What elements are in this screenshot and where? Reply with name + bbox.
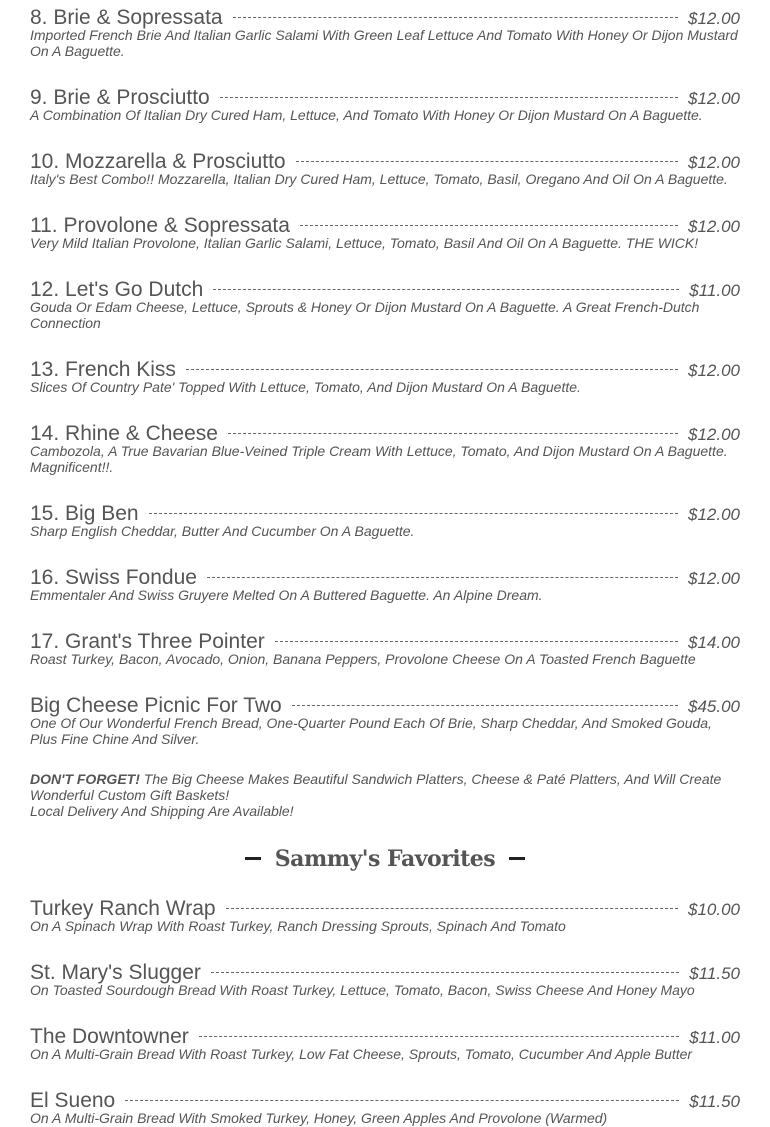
item-price: $12.00 (688, 505, 740, 524)
item-name: Turkey Ranch Wrap (30, 897, 216, 920)
item-name: 10. Mozzarella & Prosciutto (30, 150, 286, 173)
dotted-leader (199, 1036, 680, 1037)
item-description: Imported French Brie And Italian Garlic Salami With Green Leaf Lettuce And Tomato With Honey Or Dijon Mustard On A Baguette. (30, 27, 738, 59)
item-description: One Of Our Wonderful French Bread, One-Quarter Pound Each Of Brie, Sharp Cheddar, And Smoked Gouda, Plus Fine Chine And Silver. (30, 715, 712, 747)
item-description: On A Spinach Wrap With Roast Turkey, Ranch Dressing Sprouts, Spinach And Tomato (30, 918, 566, 934)
menu-item (30, 352, 740, 395)
dotted-leader (207, 577, 678, 578)
item-description: Sharp English Cheddar, Butter And Cucumber On A Baguette. (30, 523, 415, 539)
item-description: A Combination Of Italian Dry Cured Ham, Lettuce, And Tomato With Honey Or Dijon Mustard On A Baguette. (30, 107, 703, 123)
dotted-leader (149, 513, 678, 514)
item-name: 17. Grant's Three Pointer (30, 630, 265, 653)
dotted-leader (220, 97, 678, 98)
dotted-leader (213, 289, 679, 290)
dotted-leader (296, 161, 678, 162)
menu-item (30, 688, 740, 747)
item-price: $12.00 (688, 217, 740, 236)
dotted-leader (186, 369, 678, 370)
item-name: 14. Rhine & Cheese (30, 422, 218, 445)
item-name: 13. French Kiss (30, 358, 176, 381)
note-lead: DON'T FORGET! (30, 771, 140, 787)
title-dash-right (509, 857, 525, 860)
item-name: 12. Let's Go Dutch (30, 278, 204, 301)
item-price: $12.00 (688, 569, 740, 588)
menu-item (30, 272, 740, 331)
item-name: 15. Big Ben (30, 502, 139, 525)
menu-item (30, 80, 740, 123)
menu-item (30, 1083, 740, 1126)
item-name: 9. Brie & Prosciutto (30, 86, 210, 109)
note-text: The Big Cheese Makes Beautiful Sandwich Platters, Cheese & Paté Platters, And Will Create Wonderful Custom Gift Baskets! (30, 771, 722, 803)
item-description: On Toasted Sourdough Bread With Roast Turkey, Lettuce, Tomato, Bacon, Swiss Cheese And Honey Mayo (30, 982, 695, 998)
item-description: Emmentaler And Swiss Gruyere Melted On A Buttered Baguette. An Alpine Dream. (30, 587, 543, 603)
dotted-leader (226, 908, 678, 909)
menu-item (30, 560, 740, 603)
item-description: Very Mild Italian Provolone, Italian Garlic Salami, Lettuce, Tomato, Basil And Oil On A Baguette. THE WICK! (30, 235, 699, 251)
item-price: $10.00 (688, 900, 740, 919)
item-description: On A Multi-Grain Bread With Smoked Turkey, Honey, Green Apples And Provolone (Warmed) (30, 1110, 608, 1126)
menu-item (30, 208, 740, 251)
item-name: 8. Brie & Sopressata (30, 6, 223, 29)
menu-item (30, 144, 740, 187)
dotted-leader (125, 1100, 679, 1101)
dotted-leader (233, 17, 678, 18)
item-price: $12.00 (688, 153, 740, 172)
menu-item (30, 416, 740, 475)
dont-forget-note (30, 771, 740, 819)
item-price: $12.00 (688, 89, 740, 108)
item-price: $11.00 (689, 281, 740, 300)
item-name: The Downtowner (30, 1025, 189, 1048)
section-title (0, 846, 770, 872)
item-name: St. Mary's Slugger (30, 961, 201, 984)
item-description: Cambozola, A True Bavarian Blue-Veined Triple Cream With Lettuce, Tomato, And Dijon Mustard On A Baguette. Magnificent!!. (30, 443, 728, 475)
item-price: $11.50 (689, 1092, 740, 1111)
item-price: $14.00 (688, 633, 740, 652)
section-title-text: Sammy's Favorites (274, 846, 496, 872)
item-description: Gouda Or Edam Cheese, Lettuce, Sprouts & Honey Or Dijon Mustard On A Baguette. A Great French-Dutch Connection (30, 299, 700, 331)
item-name: 11. Provolone & Sopressata (30, 214, 290, 237)
menu-item (30, 0, 740, 59)
item-price: $11.50 (689, 964, 740, 983)
item-price: $12.00 (688, 425, 740, 444)
item-price: $12.00 (688, 361, 740, 380)
dotted-leader (300, 225, 678, 226)
item-price: $12.00 (688, 9, 740, 28)
dotted-leader (228, 433, 678, 434)
item-name: 16. Swiss Fondue (30, 566, 197, 589)
title-dash-left (245, 857, 261, 860)
menu-item (30, 955, 740, 998)
note-delivery: Local Delivery And Shipping Are Available! (30, 803, 294, 819)
item-name: El Sueno (30, 1089, 116, 1112)
item-price: $11.00 (689, 1028, 740, 1047)
item-description: Slices Of Country Pate' Topped With Lettuce, Tomato, And Dijon Mustard On A Baguette. (30, 379, 581, 395)
item-description: On A Multi-Grain Bread With Roast Turkey, Low Fat Cheese, Sprouts, Tomato, Cucumber And Apple Butter (30, 1046, 693, 1062)
menu-item (30, 496, 740, 539)
item-description: Italy's Best Combo!! Mozzarella, Italian Dry Cured Ham, Lettuce, Tomato, Basil, Oregano And Oil On A Baguette. (30, 171, 728, 187)
item-description: Roast Turkey, Bacon, Avocado, Onion, Banana Peppers, Provolone Cheese On A Toasted French Baguette (30, 651, 696, 667)
menu-item (30, 624, 740, 667)
menu-item (30, 891, 740, 934)
dotted-leader (292, 705, 678, 706)
item-name: Big Cheese Picnic For Two (30, 694, 282, 717)
menu-item (30, 1019, 740, 1062)
dotted-leader (275, 641, 678, 642)
dotted-leader (211, 972, 679, 973)
item-price: $45.00 (688, 697, 740, 716)
